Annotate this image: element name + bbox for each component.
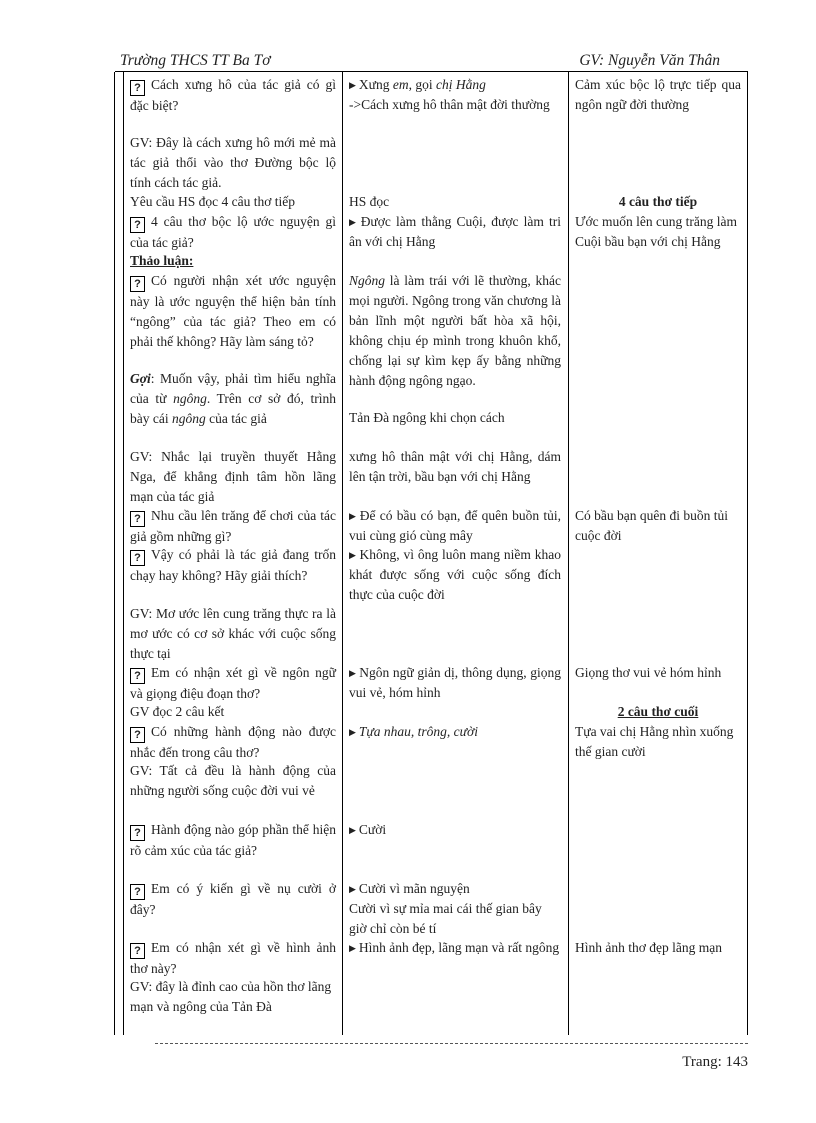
answer-6: ▶ Ngôn ngữ giản dị, thông dụng, giọng vui vẻ, hóm hỉnh	[349, 665, 562, 700]
question-mark-icon: ?	[130, 727, 145, 743]
table-border-left	[114, 72, 115, 1035]
question-8: ? Hành động nào góp phần thể hiện rõ cảm xúc của tác giả?	[130, 822, 336, 858]
answer-8: ▶ Cười	[349, 822, 387, 837]
table-border-1	[123, 72, 124, 1035]
question-mark-icon: ?	[130, 884, 145, 900]
question-mark-icon: ?	[130, 943, 145, 959]
bullet-arrow-icon: ▶	[349, 217, 358, 227]
question-7: ? Có những hành động nào được nhắc đến trong câu thơ?	[130, 724, 336, 760]
footer-rule	[155, 1043, 748, 1044]
question-10: ? Em có nhận xét gì về hình ảnh thơ này?	[130, 940, 336, 976]
bullet-arrow-icon: ▶	[349, 943, 356, 953]
answer-2: ▶ Được làm thằng Cuội, được làm tri ân với chị Hằng	[349, 214, 561, 249]
bullet-arrow-icon: ▶	[349, 668, 357, 678]
answer-9: ▶ Cười vì mãn nguyện	[349, 881, 470, 896]
note-3: Có bầu bạn quên đi buồn tủi cuộc đời	[575, 508, 728, 543]
note-2: Ước muốn lên cung trăng làm Cuội bầu bạn với chị Hằng	[575, 214, 737, 249]
bullet-arrow-icon: ▶	[349, 80, 356, 90]
student-read: HS đọc	[349, 194, 390, 209]
answer-1: ▶ Xưng em, gọi chị Hằng	[349, 77, 486, 92]
question-9: ? Em có ý kiến gì về nụ cười ở đây?	[130, 881, 336, 917]
question-1: ? Cách xưng hô của tác giả có gì đặc biệt?	[130, 77, 336, 113]
teacher-name: GV: Nguyễn Văn Thân	[579, 52, 720, 69]
question-mark-icon: ?	[130, 550, 145, 566]
question-mark-icon: ?	[130, 825, 145, 841]
question-4: ? Nhu cầu lên trăng để chơi của tác giả gồm những gì?	[130, 508, 336, 544]
answer-3c: xưng hô thân mật với chị Hằng, dám lên tận trời, bầu bạn với chị Hằng	[349, 449, 561, 484]
table-border-3	[568, 72, 569, 1035]
teacher-read: GV đọc 2 câu kết	[130, 704, 225, 719]
answer-9b: Cười vì sự mỉa mai cái thế gian bây giờ chỉ còn bé tí	[349, 901, 542, 936]
teacher-note-3: GV: Mơ ước lên cung trăng thực ra là mơ ước có cơ sở khác với cuộc sống thực tại	[130, 606, 336, 661]
request-read: Yêu cầu HS đọc 4 câu thơ tiếp	[130, 194, 295, 209]
answer-3: Ngông là làm trái với lẽ thường, khác mọi người. Ngông trong văn chương là bản lĩnh một người bất hòa xã hội, không chịu ép mình trong khuôn khổ, chống lại sự kìm kẹp ấy bằng những hành động ngông ngạo.	[349, 273, 561, 388]
teacher-note-5: GV: đây là đỉnh cao của hồn thơ lãng mạn và ngông của Tản Đà	[130, 979, 332, 1014]
answer-1b: ->Cách xưng hô thân mật đời thường	[349, 97, 550, 112]
question-mark-icon: ?	[130, 668, 145, 684]
bullet-arrow-icon: ▶	[349, 511, 357, 521]
bullet-arrow-icon: ▶	[349, 825, 356, 835]
answer-5: ▶ Không, vì ông luôn mang niềm khao khát được sống với cuộc sống đích thực của cuộc đời	[349, 547, 561, 602]
table-border-2	[342, 72, 343, 1035]
hint: Gợi: Muốn vậy, phải tìm hiểu nghĩa của từ ngông. Trên cơ sở đó, trình bày cái ngông của tác giả	[130, 371, 336, 426]
page-number: Trang: 143	[682, 1054, 748, 1070]
bullet-arrow-icon: ▶	[349, 727, 356, 737]
answer-10: ▶ Hình ảnh đẹp, lãng mạn và rất ngông	[349, 940, 560, 955]
note-5: Tựa vai chị Hằng nhìn xuống thế gian cười	[575, 724, 734, 759]
note-4: Giọng thơ vui vẻ hóm hỉnh	[575, 665, 722, 680]
school-name: Trường THCS TT Ba Tơ	[120, 52, 271, 69]
teacher-note-2: GV: Nhắc lại truyền thuyết Hằng Nga, để khẳng định tâm hồn lãng mạn của tác giả	[130, 449, 336, 504]
question-3: ? Có người nhận xét ước nguyện này là ước nguyện thể hiện bản tính “ngông” của tác giả? Theo em có phải thế không? Hãy làm sáng tỏ?	[130, 273, 336, 349]
discussion-heading: Thảo luận:	[130, 253, 194, 268]
answer-7: ▶ Tựa nhau, trông, cười	[349, 724, 478, 739]
table-border-right	[747, 72, 748, 1035]
question-6: ? Em có nhận xét gì về ngôn ngữ và giọng điệu đoạn thơ?	[130, 665, 336, 701]
note-6: Hình ảnh thơ đẹp lãng mạn	[575, 940, 722, 955]
bullet-arrow-icon: ▶	[349, 884, 356, 894]
teacher-note-4: GV: Tất cả đều là hành động của những người sống cuộc đời vui vẻ	[130, 763, 336, 798]
question-2: ? 4 câu thơ bộc lộ ước nguyện gì của tác giả?	[130, 214, 336, 250]
section-heading-2-lines: 2 câu thơ cuối	[617, 704, 699, 719]
answer-3b: Tản Đà ngông khi chọn cách	[349, 410, 505, 425]
question-5: ? Vậy có phải là tác giả đang trốn chạy hay không? Hãy giải thích?	[130, 547, 336, 583]
question-mark-icon: ?	[130, 511, 145, 527]
question-mark-icon: ?	[130, 80, 145, 96]
header-rule	[115, 71, 748, 72]
section-heading-4-lines: 4 câu thơ tiếp	[618, 194, 698, 209]
bullet-arrow-icon: ▶	[349, 550, 357, 560]
teacher-note-1: GV: Đây là cách xưng hô mới mẻ mà tác giả thổi vào thơ Đường bộc lộ tính cách tác giả.	[130, 135, 336, 190]
question-mark-icon: ?	[130, 217, 145, 233]
answer-4: ▶ Để có bầu có bạn, để quên buồn tủi, vui cùng gió cùng mây	[349, 508, 561, 543]
note-1: Cảm xúc bộc lộ trực tiếp qua ngôn ngữ đời thường	[575, 77, 741, 112]
question-mark-icon: ?	[130, 276, 145, 292]
